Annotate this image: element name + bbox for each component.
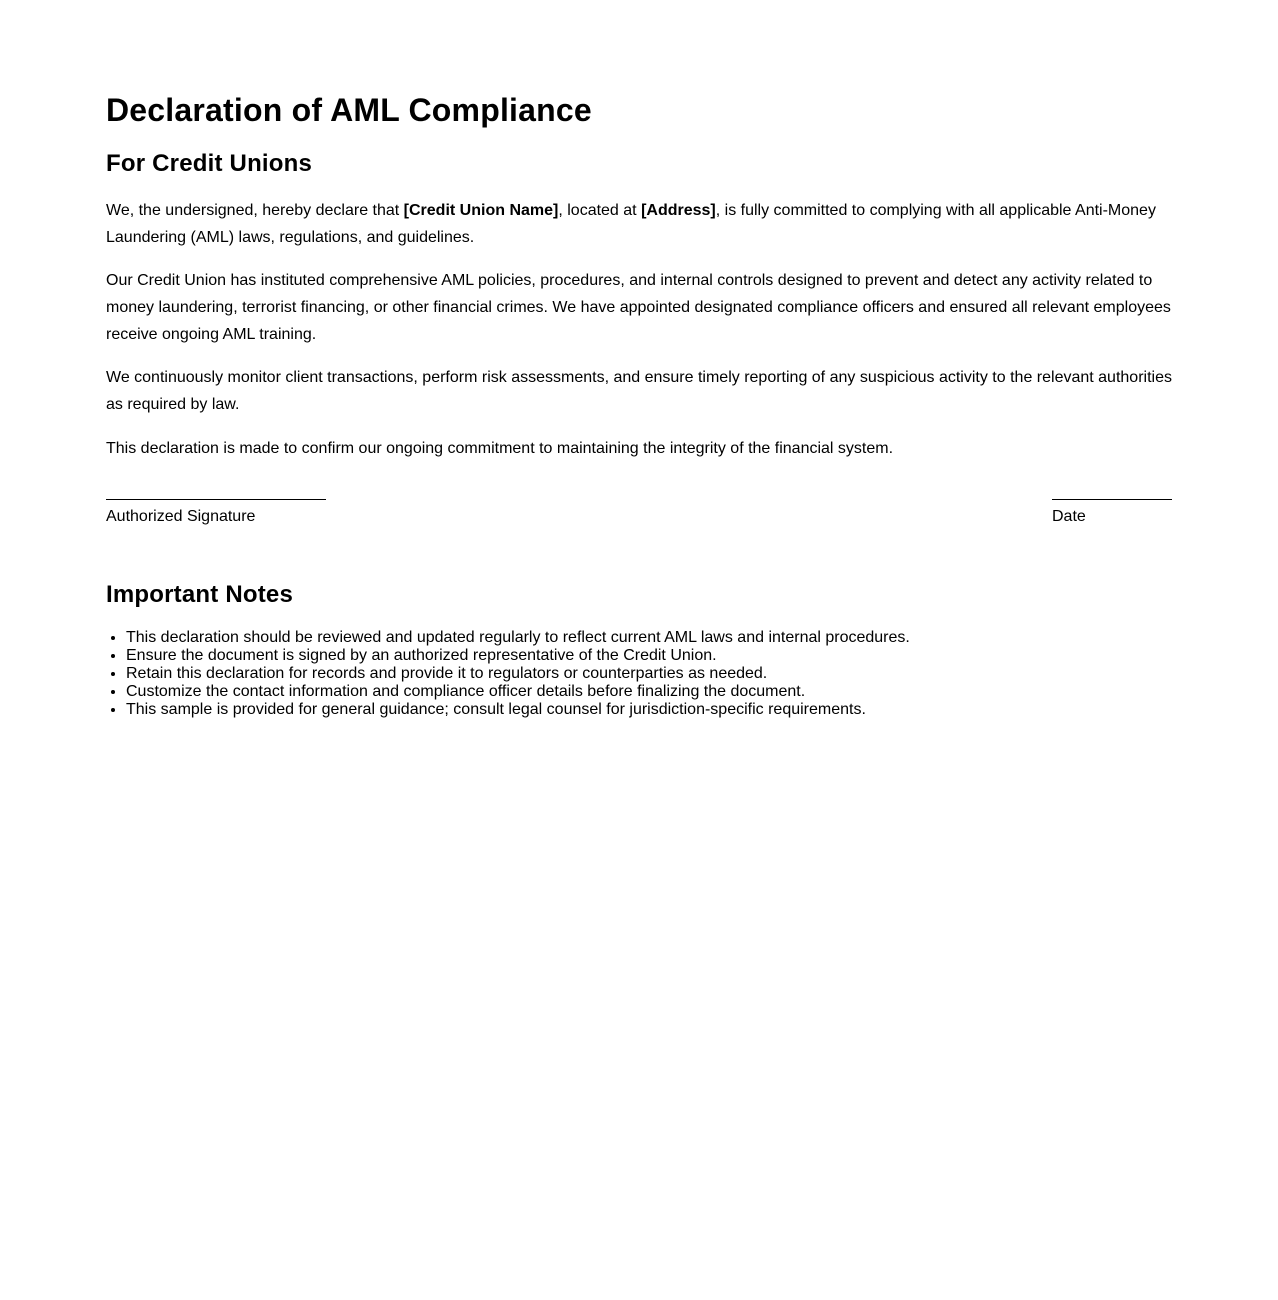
list-item: • Ensure the document is signed by an authorized representative of the Credit Union.	[126, 647, 1172, 665]
signature-section	[106, 499, 1172, 539]
declaration-paragraph-3: We continuously monitor client transactions, perform risk assessments, and ensure timely reporting of any suspicious activity to the relevant authorities as required by law.	[106, 369, 1172, 413]
signature-label: Authorized Signature	[106, 508, 256, 525]
paragraph-1-post: , is fully committed to complying with all applicable Anti-Money Laundering (AML) laws, regulations, and guidelines.	[106, 202, 1156, 246]
declaration-paragraph-2: Our Credit Union has instituted comprehensive AML policies, procedures, and internal controls designed to prevent and detect any activity related to money laundering, terrorist financing, or other financial crimes. We have appointed designated compliance officers and ensured all relevant employees receive ongoing AML training.	[106, 272, 1171, 343]
declaration-paragraph-4: This declaration is made to confirm our ongoing commitment to maintaining the integrity of the financial system.	[106, 440, 894, 457]
document-title: Declaration of AML Compliance	[106, 92, 592, 128]
declaration-paragraph-1	[106, 197, 1172, 251]
notes-list	[106, 629, 1172, 719]
document-subtitle: For Credit Unions	[106, 150, 313, 177]
paragraph-1-pre: We, the undersigned, hereby declare that	[106, 202, 404, 219]
date-label: Date	[1052, 508, 1086, 525]
list-item: • Retain this declaration for records and provide it to regulators or counterparties as needed.	[126, 665, 1172, 683]
notes-title: Important Notes	[106, 581, 294, 608]
date-line	[1052, 499, 1172, 500]
list-item: • This sample is provided for general guidance; consult legal counsel for jurisdiction-specific requirements.	[126, 701, 1172, 719]
paragraph-1-mid: , located at	[558, 202, 642, 219]
signature-line	[106, 499, 326, 500]
list-item: • This declaration should be reviewed and updated regularly to reflect current AML laws and internal procedures.	[126, 629, 1172, 647]
signature-block	[106, 499, 326, 527]
date-block	[1052, 499, 1172, 527]
list-item: • Customize the contact information and compliance officer details before finalizing the document.	[126, 683, 1172, 701]
credit-union-name-placeholder: [Credit Union Name]	[403, 202, 559, 219]
address-placeholder: [Address]	[641, 202, 716, 219]
